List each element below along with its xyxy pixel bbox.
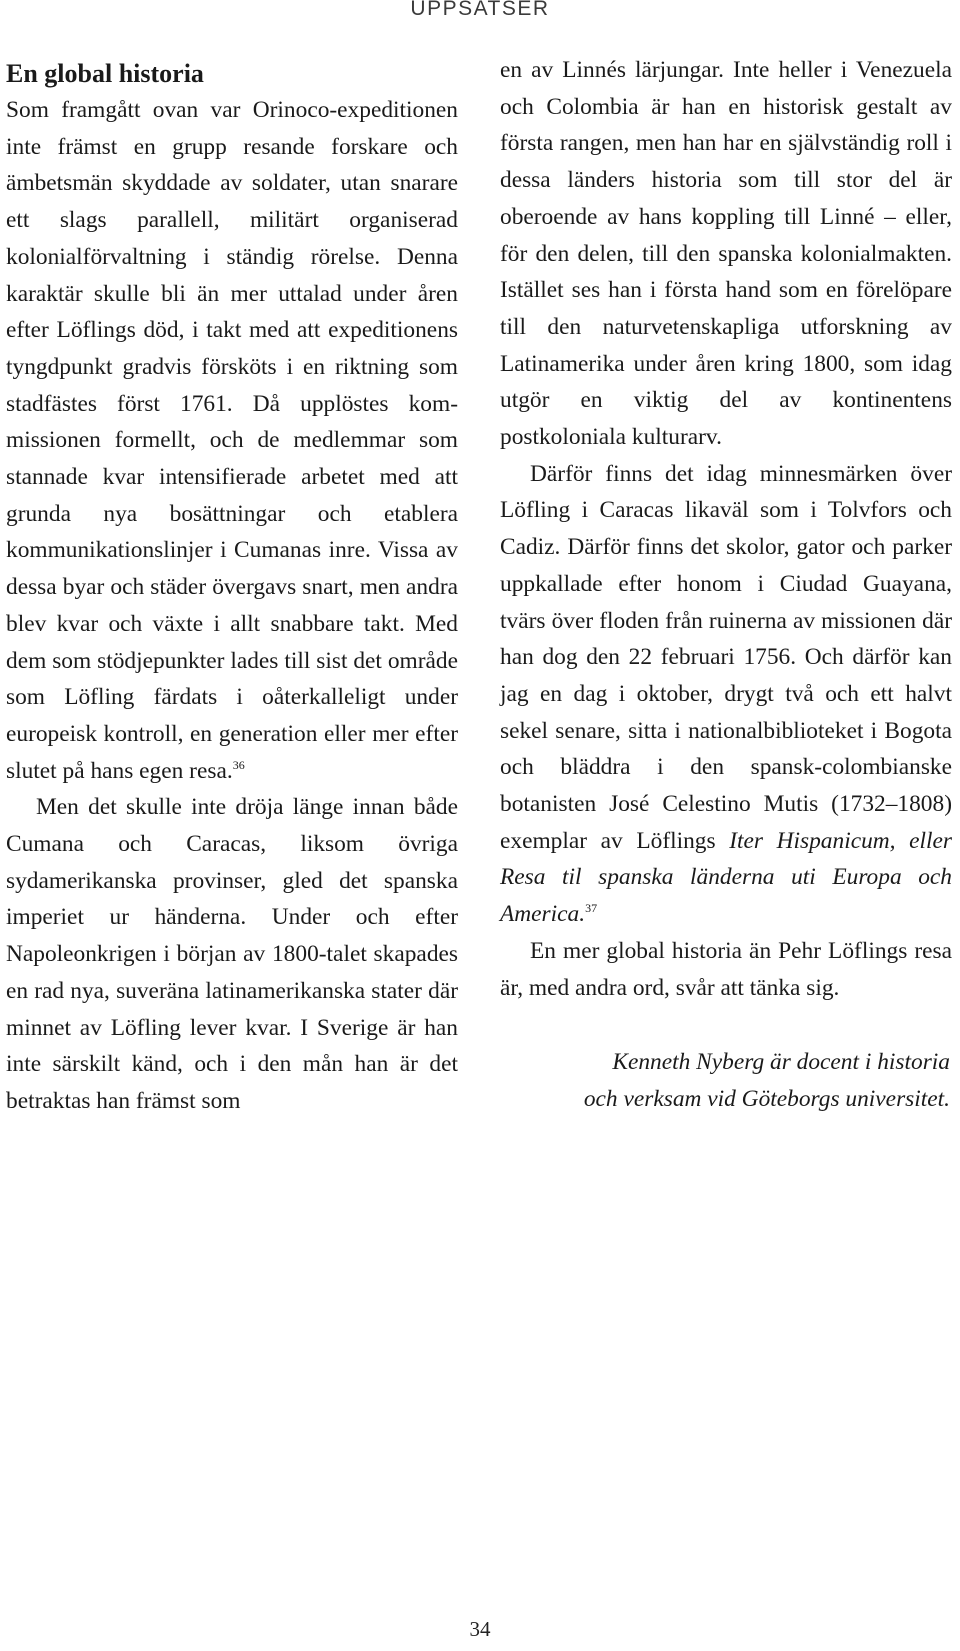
body-paragraph-5: En mer global historia än Pehr Löflings resa är, med andra ord, svår att tänka sig. — [500, 937, 952, 1001]
body-paragraph-1 — [6, 92, 458, 789]
body-paragraph-2: Men det skulle inte dröja länge innan både Cumana och Caracas, liksom övriga sydamerikanska provinser, gled det spanska imperiet ur händerna. Under och efter Napoleonkrigen i början av 1800-talet skapades en rad nya, suveräna latinamerikanska stater där minnet av Löfling lever kvar. I Sverige är han inte särskilt känd, och i den mån han är det betraktas han främst som — [6, 794, 458, 1114]
left-column — [6, 52, 458, 1120]
paragraph-1-text: Som framgått ovan var Orinoco-expeditionen inte främst en grupp resande forskare och ämbetsmän skyddade av soldater, utan snarare ett slags parallell, militärt organiserad kolonialförvaltning i ständig rörelse. Denna karaktär skulle bli än mer uttalad under åren efter Löflings död, i takt med att expeditionens tyngdpunkt gradvis försköts i en riktning som stadfästes först 1761. Då upplöstes kommissionen formellt, och de medlemmar som stannade kvar intensifierade arbetet med att grunda nya bosättningar och etablera kommunikationslinjer i Cumanas inre. Vissa av dessa byar och städer övergavs snart, men andra blev kvar och växte i allt snabbare takt. Med dem som stödjepunkter lades till sist det område som Löfling färdats i oåterkalleligt under europeisk kontroll, en generation eller mer efter slutet på hans egen resa. — [6, 97, 458, 784]
footnote-ref-37: 37 — [585, 901, 598, 916]
footnote-ref-36: 36 — [232, 757, 245, 772]
paragraph-4-text: Därför finns det idag minnesmärken över Löfling i Caracas likaväl som i Tolvfors och Cadiz. Därför finns det skolor, gator och parker uppkallade efter honom i Ciudad Guayana, tvärs över floden från ruinerna av missionen där han dog den 22 februari 1756. Och därför kan jag en dag i oktober, drygt två och ett halvt sekel senare, sitta i nationalbiblioteket i Bogota och bläddra i den spansk-colombianske botanisten José Celestino Mutis (1732–1808) exemplar av Löflings — [500, 460, 952, 854]
book-title-italic: Iter Hispanicum, eller Resa til spanska länderna uti Europa och America. — [500, 827, 952, 928]
byline-line-2: och verksam vid Göteborgs universitet. — [583, 1085, 950, 1112]
body-paragraph-3: en av Linnés lärjungar. Inte heller i Venezuela och Colombia är han en historisk gestalt av första rangen, men han har en självständig roll i dessa länders historia som till stor del är oberoende av hans koppling till Linné – eller, för den delen, till den spanska kolonialmakten. Istället ses han i första hand som en förelöpare till den naturvetenskapliga utforskning av Latinamerika under åren kring 1800, som idag utgör en viktig del av kontinentens postkoloniala kulturarv. — [500, 57, 952, 451]
author-byline — [500, 1044, 952, 1117]
running-head: UPPSATSER — [410, 0, 550, 20]
body-paragraph-4 — [500, 456, 952, 933]
byline-line-1: Kenneth Nyberg är docent i historia — [612, 1049, 950, 1076]
section-heading: En global historia — [6, 59, 204, 88]
page-number: 34 — [469, 1617, 491, 1641]
right-column — [500, 52, 952, 1118]
